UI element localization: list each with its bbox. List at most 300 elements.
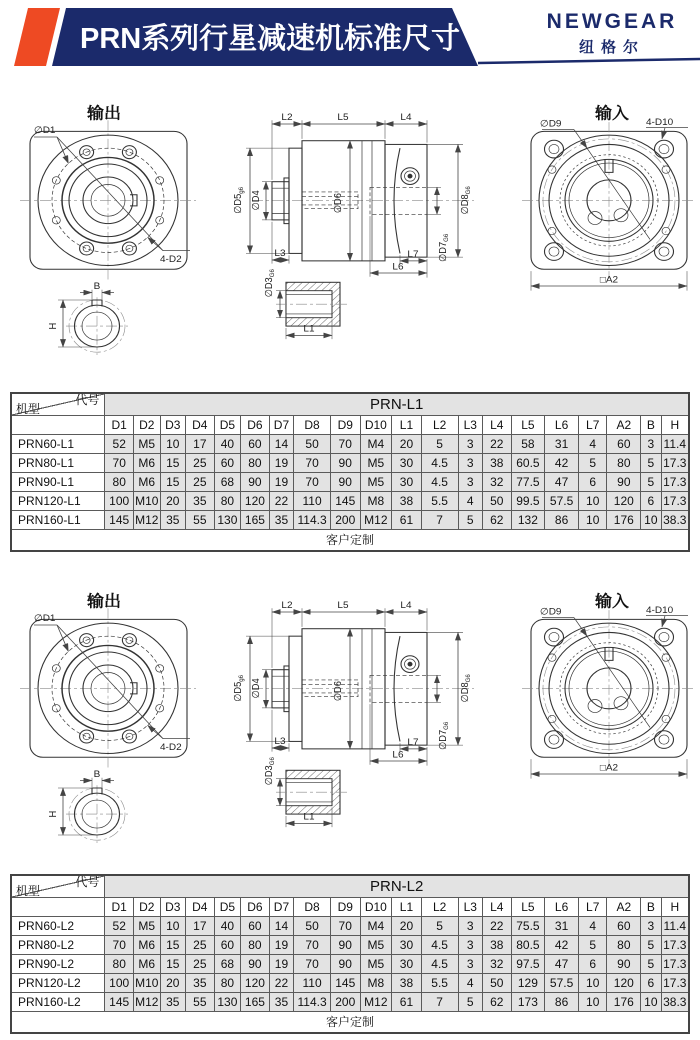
value-cell: M10 [133,492,160,511]
value-cell: M5 [360,473,392,492]
l5-label: L5 [337,112,349,124]
page-header [0,0,700,92]
value-cell: 80 [214,974,241,993]
l4-label: L4 [400,112,412,124]
value-cell: 6 [641,974,661,993]
column-header-cell: B [641,416,661,435]
column-header-cell: L6 [545,898,579,917]
value-cell: M12 [133,993,160,1012]
value-cell: 120 [607,974,641,993]
value-cell: 6 [578,955,607,974]
value-cell: 19 [269,955,293,974]
value-cell: 17.3 [661,492,689,511]
value-cell: 70 [330,435,360,454]
side-view [233,113,474,278]
value-cell: 61 [392,511,422,530]
value-cell: 57.5 [545,492,579,511]
d7-label: $\emptyset D7_{G6}$ [437,233,451,262]
value-cell: 165 [241,511,270,530]
model-cell: PRN160-L2 [11,993,105,1012]
value-cell: M8 [360,974,392,993]
value-cell: 4 [458,974,482,993]
output-front-view [20,104,196,281]
value-cell: 80 [105,473,134,492]
spec-table-prn-l1 [10,392,690,552]
column-header-cell: D4 [186,416,215,435]
value-cell: 80 [241,936,270,955]
value-cell: 10 [160,917,186,936]
d6-label: ∅D6 [332,681,345,702]
value-cell: M12 [133,511,160,530]
value-cell: 38 [482,936,511,955]
column-header-cell: D8 [294,898,331,917]
value-cell: 200 [330,511,360,530]
column-header-cell: L7 [578,898,607,917]
value-cell: 90 [607,473,641,492]
value-cell: 3 [641,917,661,936]
header-underline [478,59,700,63]
series-header-cell: PRN-L2 [105,875,689,898]
value-cell: 19 [269,936,293,955]
brand-name-cn: 纽格尔 [578,39,645,56]
column-header-cell: L2 [421,416,458,435]
value-cell: 4.5 [421,473,458,492]
table-row [11,955,689,974]
d8-label: $\emptyset D8_{G6}$ [459,674,473,703]
h-label: H [47,810,60,818]
value-cell: 70 [105,454,134,473]
value-cell: 10 [641,993,661,1012]
d6-label: ∅D6 [332,193,345,214]
value-cell: 14 [269,917,293,936]
value-cell: M6 [133,473,160,492]
value-cell: 90 [241,955,270,974]
value-cell: 22 [482,435,511,454]
input-view-title: 输入 [595,104,629,123]
drawing-section-l2 [0,584,700,856]
value-cell: 70 [294,955,331,974]
value-cell: 176 [607,511,641,530]
table-row [11,993,689,1012]
value-cell: 3 [458,454,482,473]
l1-label: L1 [303,323,315,335]
technical-drawing [0,584,700,856]
value-cell: 5 [641,454,661,473]
value-cell: 90 [330,955,360,974]
d9-label: ∅D9 [540,119,562,130]
value-cell: 4.5 [421,955,458,974]
value-cell: 30 [392,473,422,492]
table-row [11,974,689,993]
value-cell: 17.3 [661,955,689,974]
table-row [11,435,689,454]
d7-label: $\emptyset D7_{G6}$ [437,721,451,750]
l3-label: L3 [274,248,286,260]
value-cell: 40 [214,917,241,936]
value-cell: 145 [105,993,134,1012]
model-cell: PRN60-L1 [11,435,105,454]
value-cell: 10 [578,511,607,530]
model-cell: PRN90-L2 [11,955,105,974]
value-cell: 3 [458,955,482,974]
side-view [233,601,474,766]
column-header-cell: D1 [105,898,134,917]
table-row [11,454,689,473]
value-cell: 17 [186,435,215,454]
input-front-view [522,104,696,291]
column-header-cell: L1 [392,416,422,435]
value-cell: 52 [105,917,134,936]
column-header-cell: L3 [458,416,482,435]
value-cell: 3 [458,917,482,936]
value-cell: 25 [186,454,215,473]
output-view-title: 输出 [87,104,121,123]
value-cell: 60 [241,917,270,936]
value-cell: 77.5 [511,473,545,492]
value-cell: 20 [160,492,186,511]
model-cell: PRN90-L1 [11,473,105,492]
a2-label: □A2 [599,762,619,774]
value-cell: 5 [641,936,661,955]
value-cell: 4 [458,492,482,511]
value-cell: 80 [607,454,641,473]
column-header-cell: D4 [186,898,215,917]
output-view-title: 输出 [87,592,121,611]
table-row [11,917,689,936]
value-cell: 3 [458,936,482,955]
column-header-cell: D7 [269,416,293,435]
value-cell: 145 [330,492,360,511]
value-cell: 10 [578,974,607,993]
value-cell: M6 [133,936,160,955]
brand-logo [532,10,692,57]
d2-label: 4-D2 [160,742,182,753]
value-cell: 38 [392,492,422,511]
value-cell: 20 [392,917,422,936]
value-cell: 5 [458,993,482,1012]
value-cell: 5.5 [421,974,458,993]
value-cell: 50 [294,435,331,454]
value-cell: 60 [214,936,241,955]
value-cell: 50 [482,492,511,511]
value-cell: 60 [214,454,241,473]
value-cell: 17.3 [661,974,689,993]
value-cell: 110 [294,974,331,993]
value-cell: 80.5 [511,936,545,955]
value-cell: 165 [241,993,270,1012]
value-cell: 145 [105,511,134,530]
column-header-cell: H [661,898,689,917]
value-cell: 10 [578,492,607,511]
a2-label: □A2 [599,274,619,286]
model-cell: PRN80-L1 [11,454,105,473]
column-header-cell: D2 [133,898,160,917]
value-cell: 114.3 [294,993,331,1012]
value-cell: 32 [482,955,511,974]
column-header-cell: D3 [160,898,186,917]
value-cell: 32 [482,473,511,492]
value-cell: 42 [545,454,579,473]
value-cell: 68 [214,473,241,492]
d9-label: ∅D9 [540,607,562,618]
l6-label: L6 [392,749,404,761]
value-cell: 25 [186,473,215,492]
value-cell: M8 [360,492,392,511]
value-cell: 4.5 [421,454,458,473]
column-header-cell: D3 [160,416,186,435]
value-cell: 3 [641,435,661,454]
model-cell: PRN120-L1 [11,492,105,511]
table-row [11,492,689,511]
column-header-cell: D10 [360,898,392,917]
column-header-cell: L1 [392,898,422,917]
value-cell: 6 [641,492,661,511]
value-cell: 99.5 [511,492,545,511]
value-cell: 6 [578,473,607,492]
value-cell: M4 [360,435,392,454]
value-cell: 25 [186,936,215,955]
d10-label: 4-D10 [646,117,674,128]
value-cell: 70 [294,473,331,492]
d3-label: $\emptyset D3_{G6}$ [263,269,277,298]
value-cell: 61 [392,993,422,1012]
l3-label: L3 [274,736,286,748]
value-cell: 86 [545,511,579,530]
value-cell: 60 [607,435,641,454]
value-cell: 70 [105,936,134,955]
model-cell: PRN80-L2 [11,936,105,955]
value-cell: 35 [186,974,215,993]
value-cell: 5 [421,917,458,936]
output-front-view [20,592,196,769]
value-cell: M5 [360,936,392,955]
d2-label: 4-D2 [160,254,182,265]
column-header-cell: B [641,898,661,917]
value-cell: 38 [392,974,422,993]
table-corner-cell [11,393,105,416]
value-cell: 132 [511,511,545,530]
value-cell: 30 [392,454,422,473]
value-cell: 20 [160,974,186,993]
value-cell: 60 [607,917,641,936]
value-cell: 120 [241,974,270,993]
column-header-cell: D5 [214,416,241,435]
d5-label: $\emptyset D5_{g6}$ [232,674,246,702]
value-cell: 200 [330,993,360,1012]
custom-note-cell: 客户定制 [11,1012,689,1034]
value-cell: 80 [241,454,270,473]
column-header-cell: D6 [241,416,270,435]
l1-label: L1 [303,811,315,823]
value-cell: 176 [607,993,641,1012]
value-cell: 90 [330,936,360,955]
value-cell: 120 [241,492,270,511]
value-cell: M10 [133,974,160,993]
page-title: PRN系列行星减速机标准尺寸 [80,23,461,55]
value-cell: 30 [392,936,422,955]
value-cell: 5 [578,454,607,473]
value-cell: 10 [578,993,607,1012]
corner-code-label: 代号 [75,875,100,889]
value-cell: 11.4 [661,435,689,454]
value-cell: 60.5 [511,454,545,473]
technical-drawing [0,96,700,368]
value-cell: 173 [511,993,545,1012]
value-cell: 38.3 [661,511,689,530]
corner-model-label: 机型 [16,402,41,416]
value-cell: 114.3 [294,511,331,530]
value-cell: 7 [421,993,458,1012]
d4-label: ∅D4 [250,678,263,699]
value-cell: 15 [160,955,186,974]
value-cell: 5.5 [421,492,458,511]
value-cell: 15 [160,936,186,955]
value-cell: 10 [641,511,661,530]
value-cell: M6 [133,955,160,974]
value-cell: 90 [241,473,270,492]
value-cell: 19 [269,473,293,492]
value-cell: 62 [482,511,511,530]
value-cell: 35 [186,492,215,511]
d3-label: $\emptyset D3_{G6}$ [263,757,277,786]
value-cell: 31 [545,435,579,454]
value-cell: 50 [294,917,331,936]
value-cell: 90 [607,955,641,974]
value-cell: 17.3 [661,936,689,955]
column-header-cell: D9 [330,416,360,435]
value-cell: 22 [269,492,293,511]
value-cell: 38 [482,454,511,473]
b-label: B [93,281,101,292]
d10-label: 4-D10 [646,605,674,616]
value-cell: M5 [360,955,392,974]
value-cell: 42 [545,936,579,955]
value-cell: 5 [458,511,482,530]
value-cell: 57.5 [545,974,579,993]
value-cell: 90 [330,473,360,492]
drawing-section-l1 [0,96,700,368]
column-header-cell: L4 [482,416,511,435]
h-label: H [47,322,60,330]
input-front-view [522,592,696,779]
value-cell: 10 [160,435,186,454]
column-header-cell: D2 [133,416,160,435]
l5-label: L5 [337,600,349,612]
value-cell: 25 [186,955,215,974]
model-cell: PRN160-L1 [11,511,105,530]
input-view-title: 输入 [595,592,629,611]
value-cell: M5 [133,917,160,936]
d1-label: ∅D1 [34,613,56,625]
value-cell: 19 [269,454,293,473]
model-cell: PRN120-L2 [11,974,105,993]
value-cell: 145 [330,974,360,993]
value-cell: 20 [392,435,422,454]
value-cell: 5 [641,955,661,974]
l7-label: L7 [407,737,419,749]
value-cell: 68 [214,955,241,974]
blank-cell [11,416,105,435]
value-cell: 5 [641,473,661,492]
output-shaft-section-view [48,281,128,355]
value-cell: 52 [105,435,134,454]
value-cell: 30 [392,955,422,974]
column-header-cell: A2 [607,898,641,917]
table-row [11,936,689,955]
value-cell: 55 [186,993,215,1012]
column-header-cell: D6 [241,898,270,917]
value-cell: 35 [160,993,186,1012]
l2-label: L2 [281,112,293,124]
value-cell: 50 [482,974,511,993]
value-cell: 14 [269,435,293,454]
value-cell: 17.3 [661,473,689,492]
value-cell: 4 [578,917,607,936]
value-cell: 58 [511,435,545,454]
corner-code-label: 代号 [75,393,100,407]
column-header-cell: D9 [330,898,360,917]
column-header-cell: L7 [578,416,607,435]
value-cell: 60 [241,435,270,454]
value-cell: 17.3 [661,454,689,473]
value-cell: 120 [607,492,641,511]
blank-cell [11,898,105,917]
column-header-cell: L5 [511,898,545,917]
b-label: B [93,769,101,780]
d1-label: ∅D1 [34,125,56,137]
l7-label: L7 [407,249,419,261]
value-cell: 55 [186,511,215,530]
table-row [11,473,689,492]
column-header-cell: L4 [482,898,511,917]
value-cell: 40 [214,435,241,454]
value-cell: 80 [105,955,134,974]
value-cell: 4 [578,435,607,454]
table-corner-cell [11,875,105,898]
value-cell: 110 [294,492,331,511]
value-cell: 62 [482,993,511,1012]
value-cell: 47 [545,473,579,492]
value-cell: 3 [458,435,482,454]
header-accent-shape [14,8,60,66]
value-cell: 7 [421,511,458,530]
series-header-cell: PRN-L1 [105,393,689,416]
value-cell: 100 [105,974,134,993]
column-header-cell: H [661,416,689,435]
column-header-cell: D7 [269,898,293,917]
value-cell: 97.5 [511,955,545,974]
column-header-cell: D1 [105,416,134,435]
value-cell: 129 [511,974,545,993]
coupler-section-view [264,757,350,827]
d4-label: ∅D4 [250,190,263,211]
corner-model-label: 机型 [16,884,41,898]
value-cell: 70 [330,917,360,936]
value-cell: M4 [360,917,392,936]
value-cell: 80 [214,492,241,511]
spec-table-prn-l2 [10,874,690,1034]
value-cell: 11.4 [661,917,689,936]
value-cell: M5 [133,435,160,454]
value-cell: 5 [421,435,458,454]
l6-label: L6 [392,261,404,273]
custom-note-cell: 客户定制 [11,530,689,552]
column-header-cell: D10 [360,416,392,435]
value-cell: 35 [269,993,293,1012]
value-cell: 17 [186,917,215,936]
value-cell: 100 [105,492,134,511]
value-cell: 70 [294,936,331,955]
